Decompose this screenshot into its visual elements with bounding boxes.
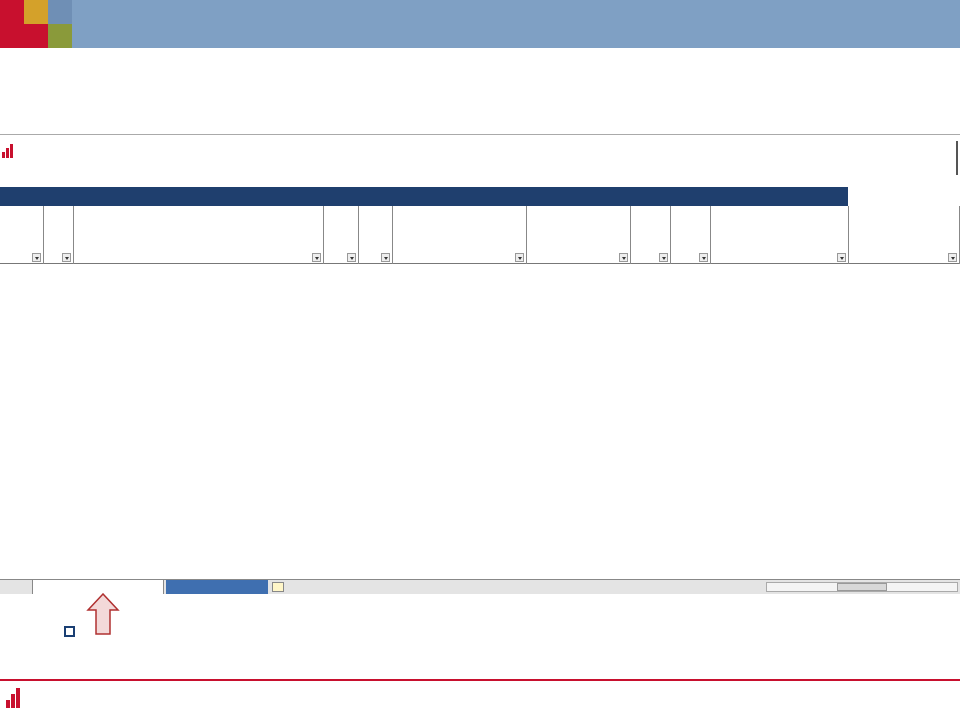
- decor-square: [48, 24, 72, 48]
- header-posting[interactable]: [359, 206, 393, 264]
- decor-band: [72, 0, 960, 48]
- tab-depcode-mapping[interactable]: [166, 580, 268, 594]
- finance-logo: [2, 141, 17, 161]
- sheet-banner: [0, 187, 848, 206]
- filter-dropdown-icon[interactable]: [62, 253, 71, 262]
- header-filler[interactable]: [324, 206, 359, 264]
- footer-logo-icon: [6, 686, 20, 708]
- header-notes[interactable]: [849, 206, 960, 264]
- header-planning[interactable]: [631, 206, 671, 264]
- decor-square: [48, 0, 72, 24]
- filter-dropdown-icon[interactable]: [619, 253, 628, 262]
- decor-square: [0, 0, 24, 24]
- spreadsheet: [0, 134, 960, 594]
- decor-square: [24, 0, 48, 24]
- filter-dropdown-icon[interactable]: [381, 253, 390, 262]
- header-map-to[interactable]: [711, 206, 849, 264]
- filter-dropdown-icon[interactable]: [347, 253, 356, 262]
- filter-dropdown-icon[interactable]: [32, 253, 41, 262]
- insert-sheet-icon[interactable]: [272, 582, 284, 592]
- header-levels[interactable]: [74, 206, 324, 264]
- decor-square: [0, 24, 48, 48]
- header-dept-id[interactable]: [0, 206, 44, 264]
- pointer-arrow-icon: [86, 592, 120, 636]
- filter-dropdown-icon[interactable]: [699, 253, 708, 262]
- scrollbar-thumb[interactable]: [837, 583, 887, 591]
- column-headers: [0, 206, 960, 264]
- header-delete[interactable]: [44, 206, 74, 264]
- sheet-tab-strip: [0, 579, 960, 594]
- horizontal-scrollbar[interactable]: [766, 582, 958, 592]
- filter-dropdown-icon[interactable]: [659, 253, 668, 262]
- filter-dropdown-icon[interactable]: [312, 253, 321, 262]
- filter-dropdown-icon[interactable]: [515, 253, 524, 262]
- footer-logo: [6, 686, 28, 708]
- filter-dropdown-icon[interactable]: [948, 253, 957, 262]
- finance-logo-icon: [2, 144, 13, 158]
- header-home-count[interactable]: [671, 206, 711, 264]
- checkbox-bullet-icon: [64, 626, 75, 637]
- footer-divider: [0, 679, 960, 681]
- divider: [956, 141, 958, 175]
- header-dept-type[interactable]: [527, 206, 631, 264]
- top-decorative-band: [0, 0, 960, 48]
- header-site[interactable]: [393, 206, 527, 264]
- filter-dropdown-icon[interactable]: [837, 253, 846, 262]
- bullet-item: [64, 626, 89, 637]
